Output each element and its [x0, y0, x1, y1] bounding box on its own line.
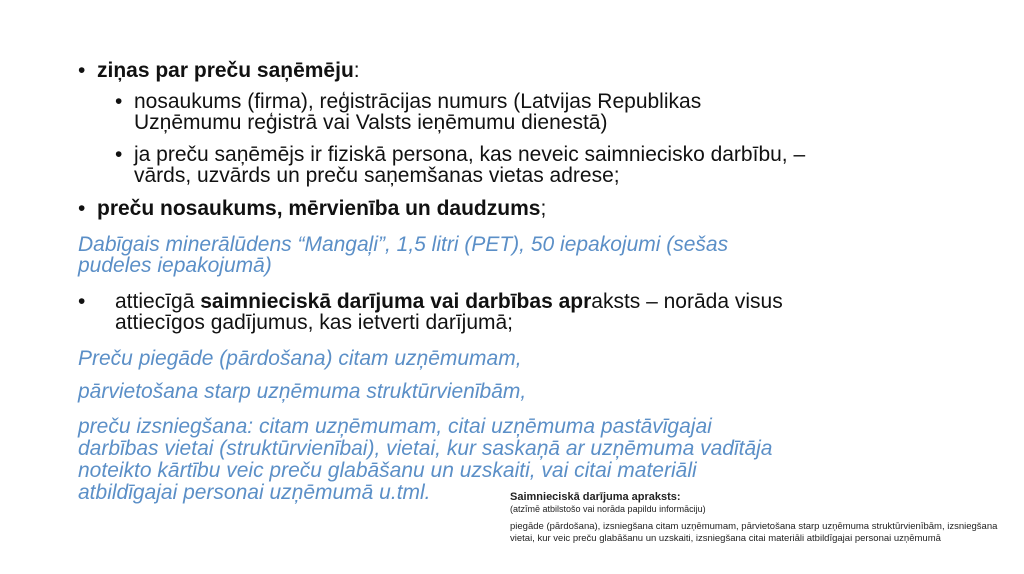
form-excerpt-subheading: (atzīmē atbilstošo vai norāda papildu informāciju) [510, 504, 706, 514]
heading-colon: : [353, 59, 360, 82]
goods-heading [97, 197, 546, 221]
transaction-suffix: aksts – norāda visus [591, 290, 783, 313]
recipient-person-line-1: ja preču saņēmējs ir fiziskā persona, kas neveic saimniecisko darbību, – [134, 143, 806, 166]
goods-heading-tail: ; [540, 197, 547, 220]
form-excerpt [510, 491, 1010, 545]
recipient-info-heading [97, 59, 360, 83]
transaction-example-3-line-4: atbildīgajai personai uzņēmumā u.tml. [78, 481, 431, 504]
form-excerpt-heading: Saimnieciskā darījuma apraksts: [510, 491, 681, 503]
goods-example-line-1: Dabīgais minerālūdens “Mangaļi”, 1,5 litri (PET), 50 iepakojumi (sešas [78, 233, 729, 256]
bullet-marker: • [115, 143, 123, 166]
transaction-prefix: attiecīgā [115, 290, 201, 313]
recipient-person-line-2: vārds, uzvārds un preču saņemšanas vietas adrese; [134, 164, 620, 187]
bullet-marker: • [78, 290, 86, 313]
recipient-company-line-2: Uzņēmumu reģistrā vai Valsts ieņēmumu dienestā) [134, 111, 608, 134]
bullet-marker: • [78, 197, 86, 220]
bullet-marker: • [78, 59, 86, 82]
goods-example-line-2: pudeles iepakojumā) [78, 254, 272, 277]
transaction-example-3-line-3: noteikto kārtību veic preču glabāšanu un uzskaiti, vai citai materiāli [78, 459, 697, 482]
transaction-example-1: Preču piegāde (pārdošana) citam uzņēmumam, [78, 347, 522, 370]
recipient-info-heading-text: ziņas par preču saņēmēju [97, 59, 354, 82]
transaction-example-3-line-2: darbības vietai (struktūrvienībai), vietai, kur saskaņā ar uzņēmuma vadītāja [78, 437, 773, 460]
transaction-bold: saimnieciskā darījuma vai darbības apr [200, 290, 592, 313]
transaction-description-line-2: attiecīgos gadījumus, kas ietverti darījumā; [115, 311, 514, 334]
bullet-marker: • [115, 90, 123, 113]
recipient-company-line-1: nosaukums (firma), reģistrācijas numurs (Latvijas Republikas [134, 90, 702, 113]
transaction-example-3-line-1: preču izsniegšana: citam uzņēmumam, citai uzņēmuma pastāvīgajai [78, 415, 712, 438]
form-excerpt-body: piegāde (pārdošana), izsniegšana citam uzņēmumam, pārvietošana starp uzņēmuma struktūrvienībām, izsniegšana vietai, kur veic preču glabāšanu un uzskaiti, izsniegšana citai materiāli atbildīgajai personai uzņēmumā [510, 521, 998, 544]
goods-heading-text: preču nosaukums, mērvienība un daudzums [97, 197, 541, 220]
transaction-example-2: pārvietošana starp uzņēmuma struktūrvienībām, [78, 380, 527, 403]
